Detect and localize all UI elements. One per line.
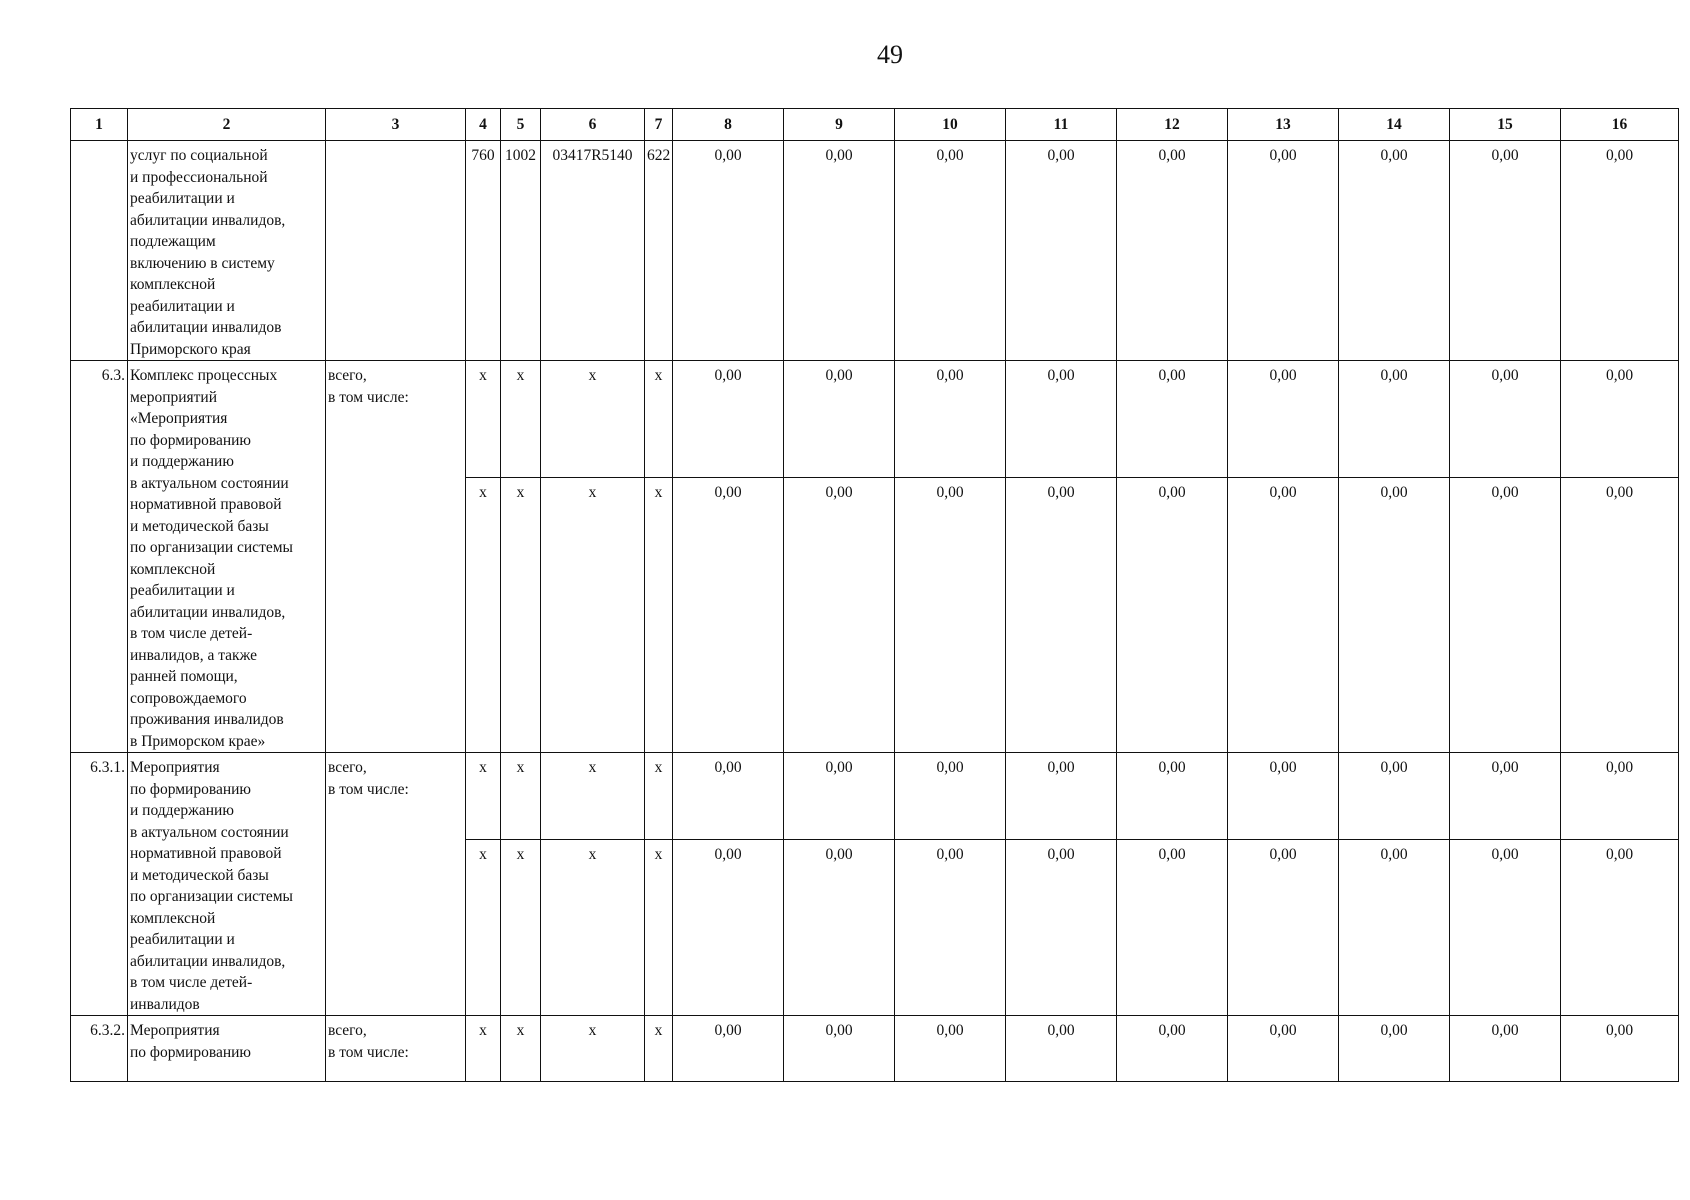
budget-code-cell: x — [466, 753, 501, 840]
column-header-12: 12 — [1117, 109, 1228, 141]
amount-cell: 0,00 — [1339, 840, 1450, 1016]
amount-cell: 0,00 — [1006, 141, 1117, 361]
table-row — [71, 1016, 1679, 1082]
amount-cell: 0,00 — [1561, 361, 1679, 478]
amount-cell: 0,00 — [1117, 753, 1228, 840]
amount-cell: 0,00 — [784, 1016, 895, 1082]
amount-cell: 0,00 — [1117, 478, 1228, 753]
budget-code-cell: x — [541, 478, 645, 753]
budget-code-cell: x — [541, 361, 645, 478]
budget-code-cell: x — [645, 753, 673, 840]
column-header-3: 3 — [326, 109, 466, 141]
budget-code-cell: x — [541, 840, 645, 1016]
amount-cell: 0,00 — [1450, 478, 1561, 753]
amount-cell: 0,00 — [1450, 1016, 1561, 1082]
amount-cell: 0,00 — [784, 361, 895, 478]
amount-cell: 0,00 — [1450, 840, 1561, 1016]
budget-code-cell: x — [466, 840, 501, 1016]
amount-cell: 0,00 — [1339, 141, 1450, 361]
budget-code-cell: x — [645, 840, 673, 1016]
amount-cell: 0,00 — [1450, 753, 1561, 840]
amount-cell: 0,00 — [895, 141, 1006, 361]
budget-code-cell: x — [541, 753, 645, 840]
column-header-5: 5 — [501, 109, 541, 141]
column-header-2: 2 — [128, 109, 326, 141]
column-header-11: 11 — [1006, 109, 1117, 141]
amount-cell: 0,00 — [673, 361, 784, 478]
amount-cell: 0,00 — [1006, 361, 1117, 478]
budget-code-cell: x — [466, 361, 501, 478]
budget-code-cell: x — [645, 1016, 673, 1082]
amount-cell: 0,00 — [1117, 141, 1228, 361]
budget-code-cell: 03417R5140 — [541, 141, 645, 361]
amount-cell: 0,00 — [784, 753, 895, 840]
amount-cell: 0,00 — [1339, 361, 1450, 478]
budget-code-cell: x — [501, 478, 541, 753]
amount-cell: 0,00 — [895, 840, 1006, 1016]
table-row — [71, 141, 1679, 361]
column-header-4: 4 — [466, 109, 501, 141]
column-header-15: 15 — [1450, 109, 1561, 141]
amount-cell: 0,00 — [1006, 1016, 1117, 1082]
budget-code-cell: x — [466, 478, 501, 753]
amount-cell: 0,00 — [1006, 478, 1117, 753]
amount-cell: 0,00 — [1561, 478, 1679, 753]
amount-cell: 0,00 — [1450, 141, 1561, 361]
page-number: 49 — [877, 40, 903, 69]
amount-cell: 0,00 — [1117, 1016, 1228, 1082]
budget-code-cell: x — [541, 1016, 645, 1082]
amount-cell: 0,00 — [1228, 840, 1339, 1016]
amount-cell: 0,00 — [1228, 1016, 1339, 1082]
amount-cell: 0,00 — [1117, 361, 1228, 478]
column-header-13: 13 — [1228, 109, 1339, 141]
budget-code-cell: 1002 — [501, 141, 541, 361]
budget-code-cell: x — [466, 1016, 501, 1082]
amount-cell: 0,00 — [895, 361, 1006, 478]
funding-source: всего, в том числе: — [326, 361, 466, 753]
activity-name: услуг по социальной и профессиональной реабилитации и абилитации инвалидов, подлежащим включению в систему комплексной реабилитации и абилитации инвалидов Приморского края — [128, 141, 326, 361]
activity-name: Мероприятия по формированию и поддержанию в актуальном состоянии нормативной правовой и методической базы по организации системы комплексной реабилитации и абилитации инвалидов, в том числе детей- инвалидов — [128, 753, 326, 1016]
budget-code-cell: 760 — [466, 141, 501, 361]
column-header-14: 14 — [1339, 109, 1450, 141]
amount-cell: 0,00 — [784, 478, 895, 753]
column-header-9: 9 — [784, 109, 895, 141]
budget-code-cell: x — [501, 1016, 541, 1082]
column-header-1: 1 — [71, 109, 128, 141]
amount-cell: 0,00 — [1006, 753, 1117, 840]
amount-cell: 0,00 — [1561, 753, 1679, 840]
row-number: 6.3.1. — [71, 753, 128, 1016]
amount-cell: 0,00 — [673, 753, 784, 840]
amount-cell: 0,00 — [1339, 753, 1450, 840]
budget-code-cell: x — [645, 361, 673, 478]
amount-cell: 0,00 — [1339, 478, 1450, 753]
amount-cell: 0,00 — [1339, 1016, 1450, 1082]
table-row — [71, 753, 1679, 840]
amount-cell: 0,00 — [1561, 141, 1679, 361]
budget-code-cell: 622 — [645, 141, 673, 361]
row-number — [71, 141, 128, 361]
row-number: 6.3. — [71, 361, 128, 753]
budget-code-cell: x — [645, 478, 673, 753]
amount-cell: 0,00 — [1006, 840, 1117, 1016]
amount-cell: 0,00 — [784, 840, 895, 1016]
amount-cell: 0,00 — [1228, 361, 1339, 478]
amount-cell: 0,00 — [673, 1016, 784, 1082]
amount-cell: 0,00 — [1450, 361, 1561, 478]
budget-code-cell: x — [501, 753, 541, 840]
column-header-8: 8 — [673, 109, 784, 141]
funding-source: всего, в том числе: — [326, 1016, 466, 1082]
amount-cell: 0,00 — [673, 840, 784, 1016]
budget-code-cell: x — [501, 840, 541, 1016]
header-row — [71, 109, 1679, 141]
amount-cell: 0,00 — [1228, 753, 1339, 840]
table-body — [71, 141, 1679, 1082]
amount-cell: 0,00 — [1117, 840, 1228, 1016]
column-header-6: 6 — [541, 109, 645, 141]
column-header-10: 10 — [895, 109, 1006, 141]
budget-code-cell: x — [501, 361, 541, 478]
funding-source: всего, в том числе: — [326, 753, 466, 1016]
amount-cell: 0,00 — [895, 753, 1006, 840]
column-header-7: 7 — [645, 109, 673, 141]
amount-cell: 0,00 — [1228, 478, 1339, 753]
table-row — [71, 361, 1679, 478]
activity-name: Мероприятия по формированию — [128, 1016, 326, 1082]
amount-cell: 0,00 — [673, 478, 784, 753]
amount-cell: 0,00 — [673, 141, 784, 361]
budget-table — [70, 108, 1679, 1082]
amount-cell: 0,00 — [895, 1016, 1006, 1082]
amount-cell: 0,00 — [1561, 1016, 1679, 1082]
amount-cell: 0,00 — [895, 478, 1006, 753]
amount-cell: 0,00 — [1561, 840, 1679, 1016]
row-number: 6.3.2. — [71, 1016, 128, 1082]
amount-cell: 0,00 — [1228, 141, 1339, 361]
column-header-16: 16 — [1561, 109, 1679, 141]
activity-name: Комплекс процессных мероприятий «Мероприятия по формированию и поддержанию в актуальном состоянии нормативной правовой и методической базы по организации системы комплексной реабилитации и абилитации инвалидов, в том числе детей- инвалидов, а также ранней помощи, сопровождаемого проживания инвалидов в Приморском крае» — [128, 361, 326, 753]
amount-cell: 0,00 — [784, 141, 895, 361]
funding-source — [326, 141, 466, 361]
